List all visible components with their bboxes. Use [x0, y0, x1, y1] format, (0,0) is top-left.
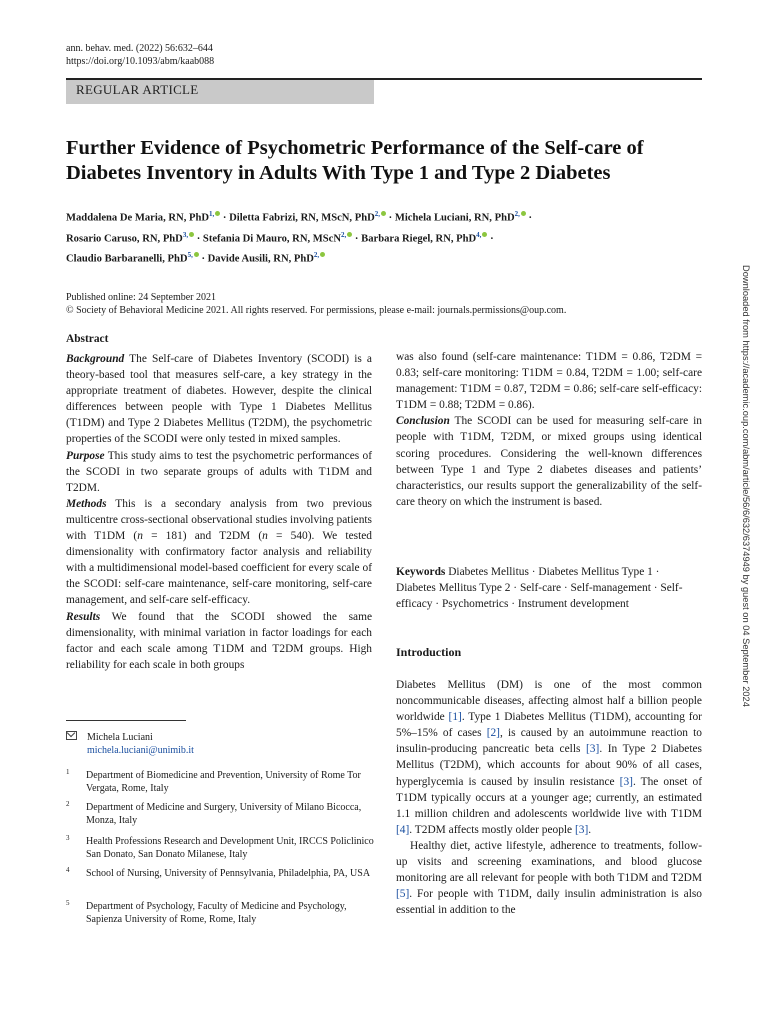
affiliation-item: [66, 867, 376, 880]
methods-label: Methods: [66, 497, 107, 510]
journal-meta: [66, 42, 214, 68]
affiliation-text: School of Nursing, University of Pennsylvania, Philadelphia, PA, USA: [86, 868, 371, 879]
author-name: Claudio Barbaranelli, PhD: [66, 253, 188, 265]
article-type-badge: REGULAR ARTICLE: [66, 80, 374, 104]
purpose-label: Purpose: [66, 449, 105, 462]
author-affiliation: 2,: [514, 210, 520, 218]
article-title: Further Evidence of Psychometric Performance of the Self-care of Diabetes Inventory in Adults With Type 1 and Type 2 Diabetes: [66, 137, 644, 184]
keywords-label: Keywords: [396, 566, 446, 578]
orcid-icon[interactable]: [194, 252, 199, 257]
journal-reference: ann. behav. med. (2022) 56:632–644: [66, 43, 213, 54]
author-list: Maddalena De Maria, RN, PhD$^{1,}$ · Diletta Fabrizi, RN, MScN, PhD$^{2,}$ · Michela Luciani, RN, PhD$^{2,}$ · Rosario Caruso, RN, PhD$^{3,}$ · Stefania Di Mauro, RN, MScN$^{2,}$ · Barbara Riegel, RN, PhD$^{4,}$ · Claudio Barbaranelli, PhD$^{5,}$ · Davide Ausili, RN, PhD$^{2,}$: [66, 210, 533, 265]
intro-paragraph: Diabetes Mellitus (DM) is one of the most common noncommunicable diseases, affecting almost half a billion people worldwide [1]. Type 1 Diabetes Mellitus (T1DM), accounting for 5%–15% of cases [2], is caused by an autoimmune reaction to insulin-producing pancreatic beta cells [3]. In Type 2 Diabetes Mellitus (T2DM), which accounts for about 90% of all cases, hyperglycemia is caused by insulin resistance [3]. The onset of T1DM typically occurs at a younger age; currently, an estimated 1.1 million children and adolescents worldwide live with T1DM [4]. T2DM affects mostly older people [3].: [396, 679, 702, 836]
affiliation-number: 1: [66, 768, 70, 776]
orcid-icon[interactable]: [381, 211, 386, 216]
orcid-icon[interactable]: [215, 211, 220, 216]
abstract-right-column: [396, 349, 702, 510]
author-affiliation: 2,: [374, 210, 380, 218]
correspondence: [66, 731, 366, 757]
author-affiliation: 5,: [187, 251, 193, 260]
author-name: Rosario Caruso, RN, PhD: [66, 233, 183, 245]
citation-link[interactable]: [3]: [574, 823, 589, 836]
author-name: Barbara Riegel, RN, PhD: [361, 233, 477, 245]
keywords-text: Diabetes Mellitus · Diabetes Mellitus Type 1 · Diabetes Mellitus Type 2 · Self-care · Self-management · Self-efficacy · Psychometrics · Instrument development: [396, 566, 683, 611]
orcid-icon[interactable]: [347, 232, 352, 237]
citation-link[interactable]: [3]: [586, 743, 600, 756]
citation-link[interactable]: [2]: [486, 727, 500, 740]
correspondence-email[interactable]: michela.luciani@unimib.it: [87, 745, 194, 756]
affiliation-number: 3: [66, 834, 70, 842]
author-affiliation: 4,: [476, 230, 482, 239]
download-side-note: [740, 265, 752, 785]
author-affiliation: 1,: [209, 210, 215, 218]
author-affiliation: 3,: [182, 230, 189, 239]
affiliation-number: 2: [66, 800, 70, 808]
conclusion-label: Conclusion: [396, 415, 450, 428]
abstract-methods: Methods This is a secondary analysis from two previous multicentre cross-sectional observational studies involving patients with T1DM (n = 181) and T2DM (n = 540). We tested dimensionality with confirmatory factor analysis and reliability with a multidimensional model-based coefficient for every scale of the SCODI: self-care maintenance, self-care monitoring, self-care management, and self-care self-efficacy.: [66, 497, 372, 607]
orcid-icon[interactable]: [189, 232, 194, 237]
citation-link[interactable]: [4]: [396, 823, 410, 836]
author-name: Michela Luciani, RN, PhD: [394, 212, 515, 224]
orcid-icon[interactable]: [320, 252, 325, 257]
author-name: Maddalena De Maria, RN, PhD: [66, 212, 210, 224]
keywords: [396, 564, 702, 612]
affiliation-number: 5: [66, 899, 70, 907]
affiliation-item: [66, 900, 376, 926]
affiliation-text: Department of Psychology, Faculty of Medicine and Psychology, Sapienza University of Rome, Rome, Italy: [86, 901, 347, 925]
author-affiliation: 2,: [313, 251, 320, 260]
abstract-purpose: Purpose This study aims to test the psychometric performances of the SCODI in two separate groups of adults with T1DM and T2DM.: [66, 449, 372, 494]
abstract-conclusion: Conclusion The SCODI can be used for measuring self-care in people with T1DM, T2DM, or mixed groups using identical scoring procedures. Considering the well-known differences between Type 1 and Type 2 diabetes diseases and patients’ characteristics, our results support the generalizability of the self-care theory on which the instrument is based.: [396, 415, 702, 508]
affiliation-item: [66, 835, 376, 861]
abstract-heading: Abstract: [66, 333, 109, 345]
citation-link[interactable]: [1]: [448, 711, 462, 724]
author-affiliation: 2,: [341, 230, 347, 239]
abstract-results: Results We found that the SCODI showed the same dimensionality, with minimal variation in factor loadings for each factor and each scale among T1DM and T2DM groups. High reliability for each scale in both groups: [66, 610, 372, 671]
affiliation-item: [66, 769, 376, 795]
abstract-left-column: [66, 351, 372, 673]
affiliation-text: Department of Biomedicine and Prevention, University of Rome Tor Vergata, Rome, Italy: [86, 770, 361, 794]
intro-paragraph: Healthy diet, active lifestyle, adherence to treatments, follow-up visits and screening examinations, and blood glucose monitoring are all relevant for people with both T1DM and T2DM [5]. For people with T1DM, daily insulin administration is also essential in addition to the: [396, 839, 702, 917]
copyright-notice: © Society of Behavioral Medicine 2021. All rights reserved. For permissions, please e-mail: journals.permissions@oup.com.: [66, 305, 567, 316]
author-name: Diletta Fabrizi, RN, MScN, PhD: [229, 212, 375, 224]
abstract-background: Background The Self-care of Diabetes Inventory (SCODI) is a theory-based tool that measures self-care, a key strategy in the appropriate treatment of diabetes. However, despite the clinical differences between people with Type 1 Diabetes Mellitus (T1DM) and Type 2 Diabetes Mellitus (T2DM), the psychometric properties of the SCODI were only tested in mixed samples.: [66, 353, 372, 446]
introduction-heading: Introduction: [396, 645, 462, 659]
introduction-body: [396, 677, 702, 918]
affiliation-item: [66, 801, 376, 827]
doi-link[interactable]: https://doi.org/10.1093/abm/kaab088: [66, 56, 215, 67]
affiliation-text: Department of Medicine and Surgery, University of Milano Bicocca, Monza, Italy: [86, 802, 362, 826]
citation-link[interactable]: [3]: [619, 775, 633, 788]
publication-info: [66, 291, 706, 317]
abstract-results-continued: was also found (self-care maintenance: T1DM = 0.86, T2DM = 0.83; self-care monitoring: T1DM = 0.84, T2DM = 1.00; self-care management: T1DM = 0.87, T2DM = 0.86; self-care self-efficacy: T1DM = 0.88; T2DM = 0.86).: [396, 351, 702, 412]
correspondence-name: Michela Luciani: [87, 732, 153, 743]
citation-link[interactable]: [5]: [396, 888, 410, 901]
footnote-rule: [66, 720, 186, 721]
author-name: Stefania Di Mauro, RN, MScN: [202, 233, 342, 245]
affiliation-text: Health Professions Research and Development Unit, IRCCS Policlinico San Donato, San Donato Milanese, Italy: [86, 836, 374, 860]
orcid-icon[interactable]: [482, 232, 487, 237]
background-label: Background: [66, 353, 125, 365]
orcid-icon[interactable]: [521, 211, 526, 216]
results-label: Results: [66, 610, 101, 623]
affiliation-number: 4: [66, 866, 70, 874]
published-date: Published online: 24 September 2021: [66, 292, 216, 303]
download-side-note-text: Downloaded from https://academic.oup.com/abm/article/56/6/632/6374949 by guest on 04 September 2024: [741, 265, 751, 707]
author-name: Davide Ausili, RN, PhD: [207, 253, 314, 265]
envelope-icon: [66, 731, 77, 740]
